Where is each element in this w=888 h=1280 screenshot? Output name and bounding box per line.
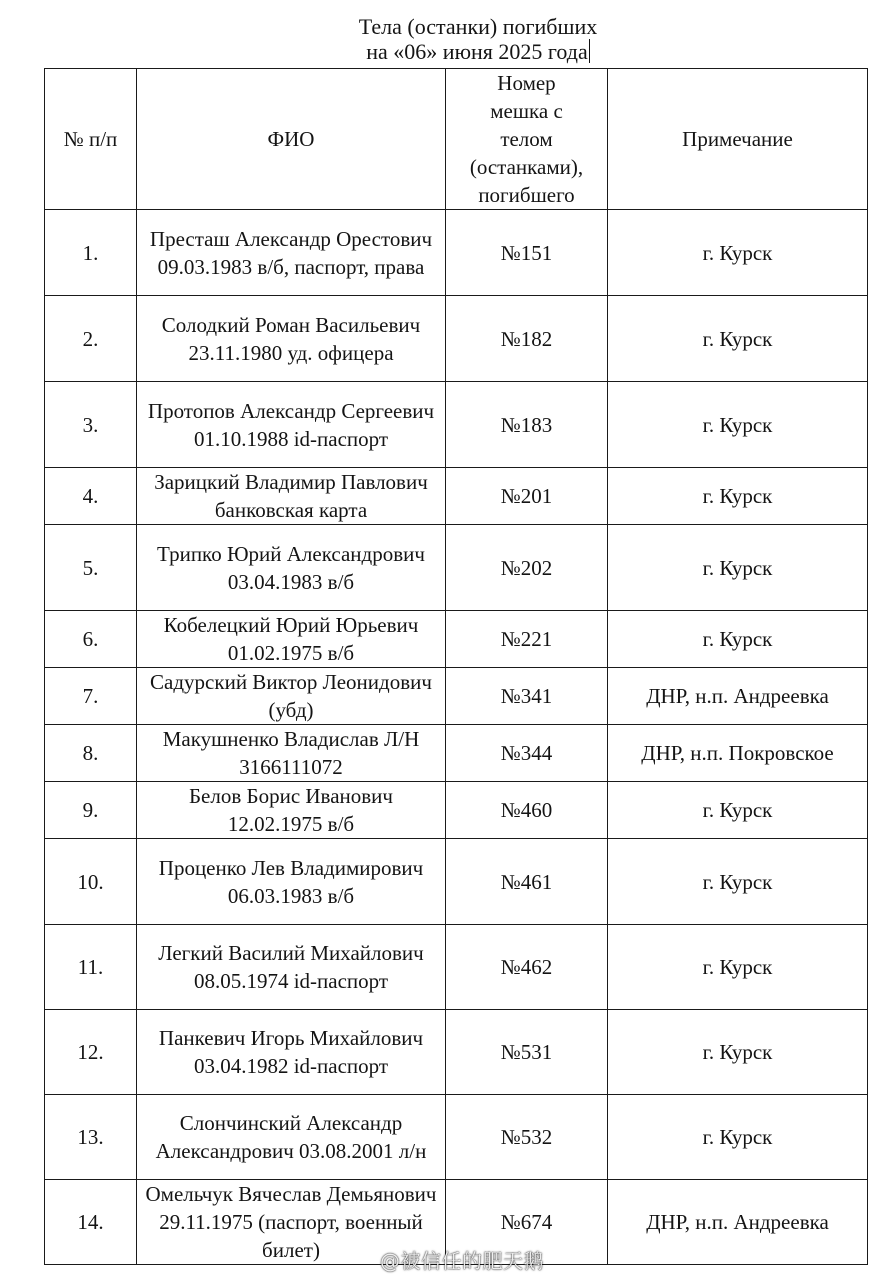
row-note-cell: г. Курск <box>608 382 868 468</box>
row-number-cell: 10. <box>45 839 137 925</box>
remains-table <box>44 68 868 1265</box>
row-name-cell: Панкевич Игорь Михайлович 03.04.1982 id-паспорт <box>137 1010 446 1095</box>
row-bag-cell: №151 <box>446 210 608 296</box>
row-number-cell: 2. <box>45 296 137 382</box>
row-note-cell: г. Курск <box>608 1010 868 1095</box>
row-bag-cell: №341 <box>446 668 608 725</box>
row-name-cell: Солодкий Роман Васильевич 23.11.1980 уд. офицера <box>137 296 446 382</box>
row-note-cell: г. Курск <box>608 210 868 296</box>
row-name-cell: Белов Борис Иванович 12.02.1975 в/б <box>137 782 446 839</box>
row-note-cell: г. Курск <box>608 611 868 668</box>
header-note: Примечание <box>608 69 868 210</box>
row-bag-cell: №461 <box>446 839 608 925</box>
row-number-cell: 9. <box>45 782 137 839</box>
row-bag-cell: №221 <box>446 611 608 668</box>
row-note-cell: г. Курск <box>608 1095 868 1180</box>
row-note-cell: г. Курск <box>608 925 868 1010</box>
row-bag-cell: №462 <box>446 925 608 1010</box>
row-name-cell: Кобелецкий Юрий Юрьевич 01.02.1975 в/б <box>137 611 446 668</box>
row-name-cell: Зарицкий Владимир Павлович банковская карта <box>137 468 446 525</box>
table-row <box>45 782 868 839</box>
header-number: № п/п <box>45 69 137 210</box>
table-row <box>45 1010 868 1095</box>
row-number-cell: 3. <box>45 382 137 468</box>
row-number-cell: 4. <box>45 468 137 525</box>
row-note-cell: г. Курск <box>608 782 868 839</box>
row-number-cell: 13. <box>45 1095 137 1180</box>
row-number-cell: 5. <box>45 525 137 611</box>
row-name-cell: Трипко Юрий Александрович 03.04.1983 в/б <box>137 525 446 611</box>
title-line-1: Тела (останки) погибших <box>358 14 598 39</box>
row-bag-cell: №531 <box>446 1010 608 1095</box>
document-title <box>0 14 888 64</box>
row-name-cell: Протопов Александр Сергеевич 01.10.1988 id-паспорт <box>137 382 446 468</box>
row-name-cell: Макушненко Владислав Л/Н 3166111072 <box>137 725 446 782</box>
row-number-cell: 7. <box>45 668 137 725</box>
row-number-cell: 1. <box>45 210 137 296</box>
row-bag-cell: №460 <box>446 782 608 839</box>
row-name-cell: Омельчук Вячеслав Демьянович 29.11.1975 (паспорт, военный билет) <box>137 1180 446 1265</box>
row-note-cell: ДНР, н.п. Андреевка <box>608 1180 868 1265</box>
row-bag-cell: №202 <box>446 525 608 611</box>
row-name-cell: Престаш Александр Орестович 09.03.1983 в/б, паспорт, права <box>137 210 446 296</box>
watermark: @被信任的肥天鹅 <box>380 1249 544 1273</box>
row-bag-cell: №674 <box>446 1180 608 1265</box>
table-row <box>45 611 868 668</box>
row-note-cell: г. Курск <box>608 525 868 611</box>
row-bag-cell: №532 <box>446 1095 608 1180</box>
table-row <box>45 296 868 382</box>
table-header-row <box>45 69 868 210</box>
header-name: ФИО <box>137 69 446 210</box>
title-line-2: на «06» июня 2025 года <box>366 39 588 64</box>
row-name-cell: Садурский Виктор Леонидович (убд) <box>137 668 446 725</box>
text-cursor <box>589 39 590 63</box>
table-row <box>45 210 868 296</box>
table-row <box>45 725 868 782</box>
row-bag-cell: №182 <box>446 296 608 382</box>
row-note-cell: ДНР, н.п. Андреевка <box>608 668 868 725</box>
row-note-cell: ДНР, н.п. Покровское <box>608 725 868 782</box>
row-note-cell: г. Курск <box>608 296 868 382</box>
row-number-cell: 12. <box>45 1010 137 1095</box>
row-number-cell: 8. <box>45 725 137 782</box>
row-note-cell: г. Курск <box>608 839 868 925</box>
row-note-cell: г. Курск <box>608 468 868 525</box>
row-bag-cell: №201 <box>446 468 608 525</box>
table-body <box>45 210 868 1265</box>
row-number-cell: 14. <box>45 1180 137 1265</box>
table-row <box>45 839 868 925</box>
row-name-cell: Легкий Василий Михайлович 08.05.1974 id-паспорт <box>137 925 446 1010</box>
table-row <box>45 668 868 725</box>
row-name-cell: Слончинский Александр Александрович 03.08.2001 л/н <box>137 1095 446 1180</box>
table-row <box>45 468 868 525</box>
row-bag-cell: №183 <box>446 382 608 468</box>
table-row <box>45 925 868 1010</box>
row-number-cell: 6. <box>45 611 137 668</box>
table-row <box>45 1095 868 1180</box>
header-bag-number: Номер мешка с телом (останками), погибшего <box>446 69 608 210</box>
table-row <box>45 382 868 468</box>
row-bag-cell: №344 <box>446 725 608 782</box>
table-row <box>45 525 868 611</box>
row-number-cell: 11. <box>45 925 137 1010</box>
row-name-cell: Проценко Лев Владимирович 06.03.1983 в/б <box>137 839 446 925</box>
